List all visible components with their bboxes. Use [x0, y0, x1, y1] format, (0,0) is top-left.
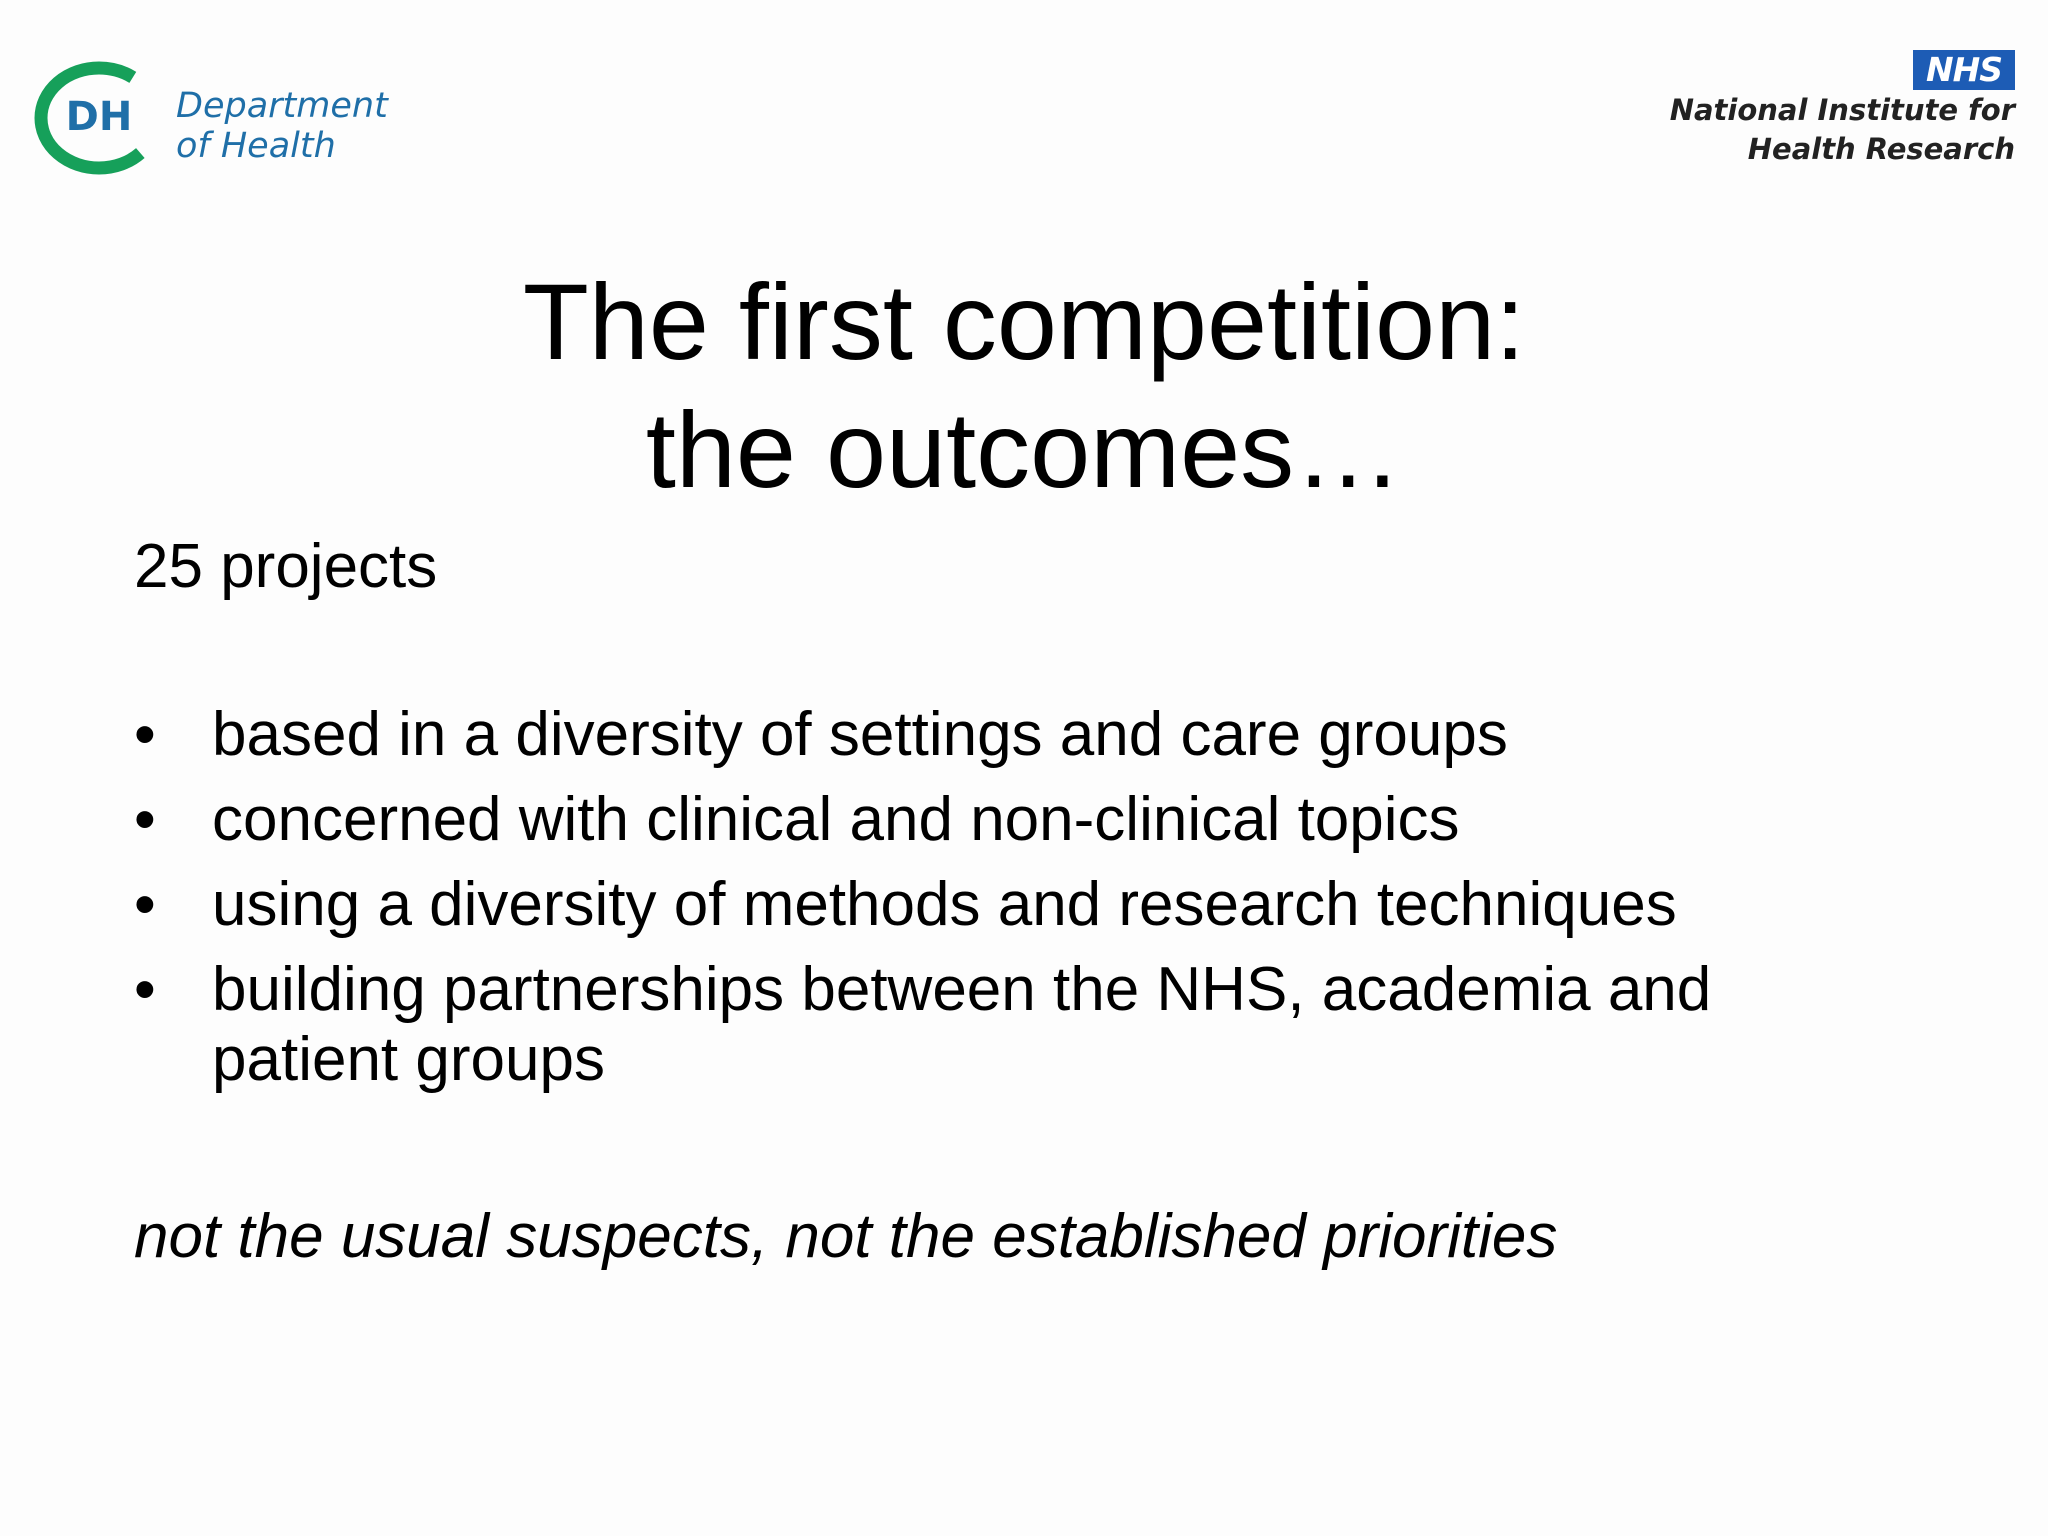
title-line1: The first competition: — [522, 261, 1526, 382]
nhs-badge — [1913, 50, 2015, 90]
dh-swoosh-icon — [24, 52, 174, 182]
bullet-icon: • — [134, 700, 156, 769]
dh-initials: DH — [65, 94, 133, 140]
dh-wordmark — [176, 86, 388, 166]
bullet-text: using a diversity of methods and research techniques — [212, 870, 1677, 939]
bullet-icon: • — [134, 955, 156, 1024]
bullet-item — [134, 955, 1912, 1095]
bullet-icon: • — [134, 870, 156, 939]
bullet-item — [134, 870, 1934, 940]
dh-wordmark-line1: Department — [176, 86, 388, 126]
nihr-line2: Health Research — [1747, 132, 2015, 166]
nhs-badge-text: NHS — [1925, 50, 2002, 89]
bullet-text: concerned with clinical and non-clinical topics — [212, 785, 1460, 854]
bullet-item — [134, 700, 1934, 770]
dh-wordmark-line2: of Health — [176, 126, 336, 166]
bullet-item — [134, 785, 1934, 855]
intro-text: 25 projects — [134, 532, 438, 601]
bullet-text: building partnerships between the NHS, academia and patient groups — [212, 955, 1712, 1094]
closing-statement: not the usual suspects, not the established priorities — [134, 1202, 1558, 1271]
nihr-line1: National Institute for — [1669, 93, 2015, 127]
bullet-icon: • — [134, 785, 156, 854]
nihr-logo — [1595, 50, 2015, 170]
slide-title — [0, 258, 2048, 514]
title-line2: the outcomes… — [645, 389, 1403, 510]
bullet-text: based in a diversity of settings and care groups — [212, 700, 1508, 769]
bullet-list — [134, 700, 1934, 1110]
department-of-health-logo — [24, 52, 388, 182]
